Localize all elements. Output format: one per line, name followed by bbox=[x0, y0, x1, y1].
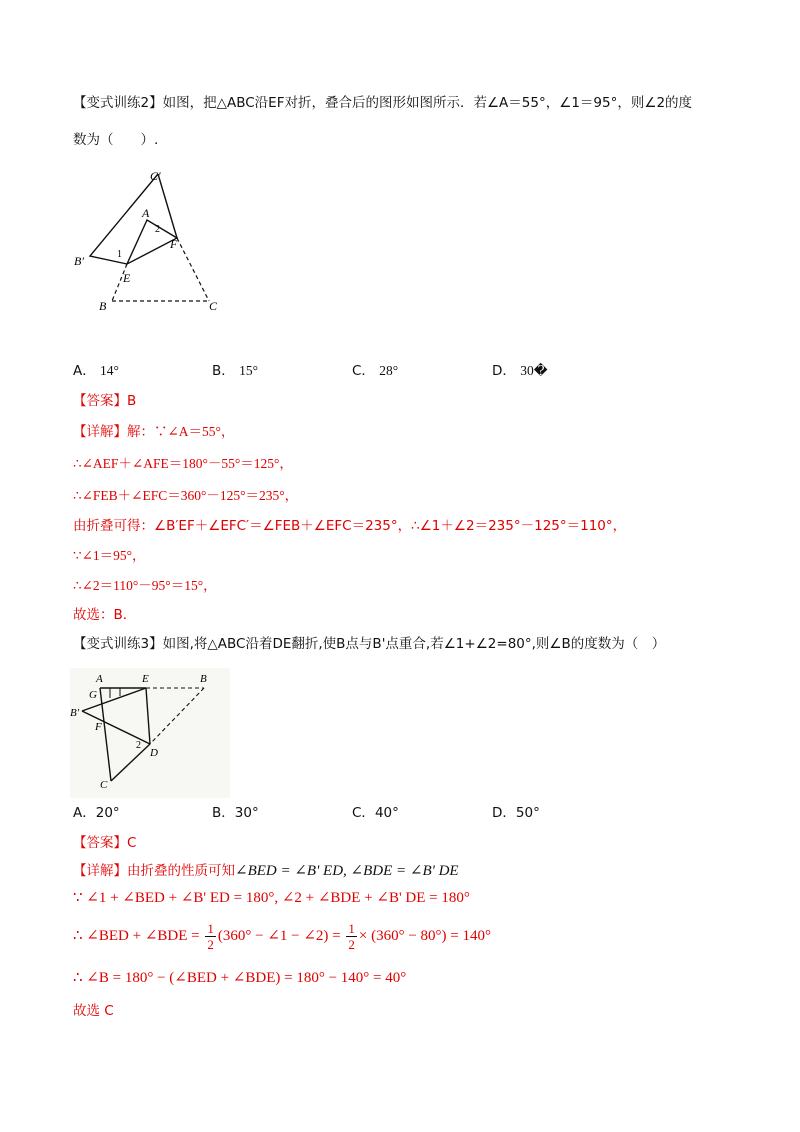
q1-option-b[interactable]: B． 15° bbox=[212, 363, 258, 379]
q2-line3-suffix: × (360° − 80°) = 140° bbox=[358, 927, 491, 944]
q2-stem-text: 如图,将△ABC沿着DE翻折,使B点与B'点重合,若∠1+∠2=80°,则∠B的度数为（ ） bbox=[162, 636, 666, 652]
q2-line3 bbox=[73, 921, 491, 952]
q2-detail-math: ∠BED = ∠B' ED, ∠BDE = ∠B' DE bbox=[235, 863, 459, 879]
q2-option-d[interactable]: D．50° bbox=[492, 805, 540, 821]
q2-label-g: G bbox=[89, 689, 97, 701]
q1-detail-label: 【详解】 bbox=[73, 424, 127, 440]
q2-label-b-prime: B' bbox=[70, 707, 80, 719]
q2-label-c: C bbox=[100, 779, 108, 791]
q2-prefix: 【变式训练3】 bbox=[73, 636, 163, 652]
q2-detail-line1 bbox=[73, 862, 459, 880]
q1-answer-label: 【答案】 bbox=[73, 393, 127, 409]
q2-line2-text: ∵ ∠1 + ∠BED + ∠B' ED = 180°, ∠2 + ∠BDE + ∠B' DE = 180° bbox=[73, 890, 470, 906]
q2-line3-prefix: ∴ ∠BED + ∠BDE = bbox=[73, 927, 204, 944]
q2-figure bbox=[70, 668, 230, 798]
q2-option-a[interactable]: A．20° bbox=[73, 805, 120, 821]
q2-line3-mid: (360° − ∠1 − ∠2) = bbox=[217, 927, 345, 944]
q2-conclusion: 故选 C bbox=[73, 1003, 114, 1019]
q1-prefix: 【变式训练2】 bbox=[73, 95, 163, 111]
q1-solution-line4: 由折叠可得：∠B′EF＋∠EFC′＝∠FEB＋∠EFC＝235°，∴∠1＋∠2＝235°－125°＝110°， bbox=[73, 518, 627, 534]
q1-stem-line1 bbox=[73, 94, 692, 112]
q2-label-e: E bbox=[142, 673, 149, 685]
q1-option-d[interactable]: D． 30� bbox=[492, 363, 548, 379]
q1-stem-text: 如图，把△ABC沿EF对折，叠合后的图形如图所示．若∠A＝55°，∠1＝95°，则∠2的度 bbox=[162, 95, 693, 111]
q1-label-1: 1 bbox=[117, 249, 122, 260]
q1-label-c: C bbox=[209, 299, 218, 313]
q2-label-a: A bbox=[96, 673, 103, 685]
q2-label-2: 2 bbox=[136, 740, 141, 751]
q2-option-b[interactable]: B．30° bbox=[212, 805, 259, 821]
q1-solution-line2: ∴∠AEF＋∠AFE＝180°－55°＝125°， bbox=[73, 456, 293, 471]
q2-answer-label: 【答案】 bbox=[73, 835, 127, 851]
q2-line3-frac: $\frac{1}{2}$ bbox=[207, 921, 214, 952]
q1-label-c-prime: C′ bbox=[150, 169, 161, 183]
q1-option-c[interactable]: C． 28° bbox=[352, 363, 399, 379]
q2-stem bbox=[73, 635, 665, 653]
q1-answer-value: B bbox=[127, 393, 137, 409]
q1-solution-line3: ∴∠FEB＋∠EFC＝360°－125°＝235°， bbox=[73, 488, 299, 503]
q1-label-b-prime: B′ bbox=[74, 254, 84, 268]
q1-solution-line1: 【详解】解：∵∠A＝55°， bbox=[73, 424, 235, 440]
q2-line4: ∴ ∠B = 180° − (∠BED + ∠BDE) = 180° − 140° = 40° bbox=[73, 970, 407, 986]
q1-label-f: F bbox=[170, 237, 178, 251]
q2-detail-label: 【详解】 bbox=[73, 863, 127, 879]
q2-label-b: B bbox=[200, 673, 207, 685]
q1-stem-line2: 数为（ ）. bbox=[73, 132, 159, 148]
q2-detail-text: 由折叠的性质可知 bbox=[127, 863, 235, 879]
q2-line3-frac2: $\frac{1}{2}$ bbox=[348, 921, 355, 952]
q2-answer bbox=[73, 834, 136, 852]
q1-label-2: 2 bbox=[155, 224, 160, 235]
q2-answer-value: C bbox=[127, 835, 137, 851]
q1-solution-line6: ∴∠2＝110°－95°＝15°， bbox=[73, 578, 217, 593]
q2-option-c[interactable]: C．40° bbox=[352, 805, 399, 821]
q1-label-e: E bbox=[123, 271, 131, 285]
q1-answer bbox=[73, 392, 136, 410]
q1-solution-line5: ∵∠1＝95°， bbox=[73, 548, 146, 563]
q2-line2 bbox=[73, 888, 470, 907]
q2-label-f: F bbox=[95, 721, 102, 733]
q1-label-b: B bbox=[99, 299, 107, 313]
q1-label-a: A bbox=[142, 206, 150, 220]
q1-figure bbox=[70, 160, 240, 320]
q1-solution-line7: 故选：B． bbox=[73, 607, 137, 623]
q1-option-a[interactable]: A． 14° bbox=[73, 363, 119, 379]
q2-label-d: D bbox=[150, 747, 158, 759]
